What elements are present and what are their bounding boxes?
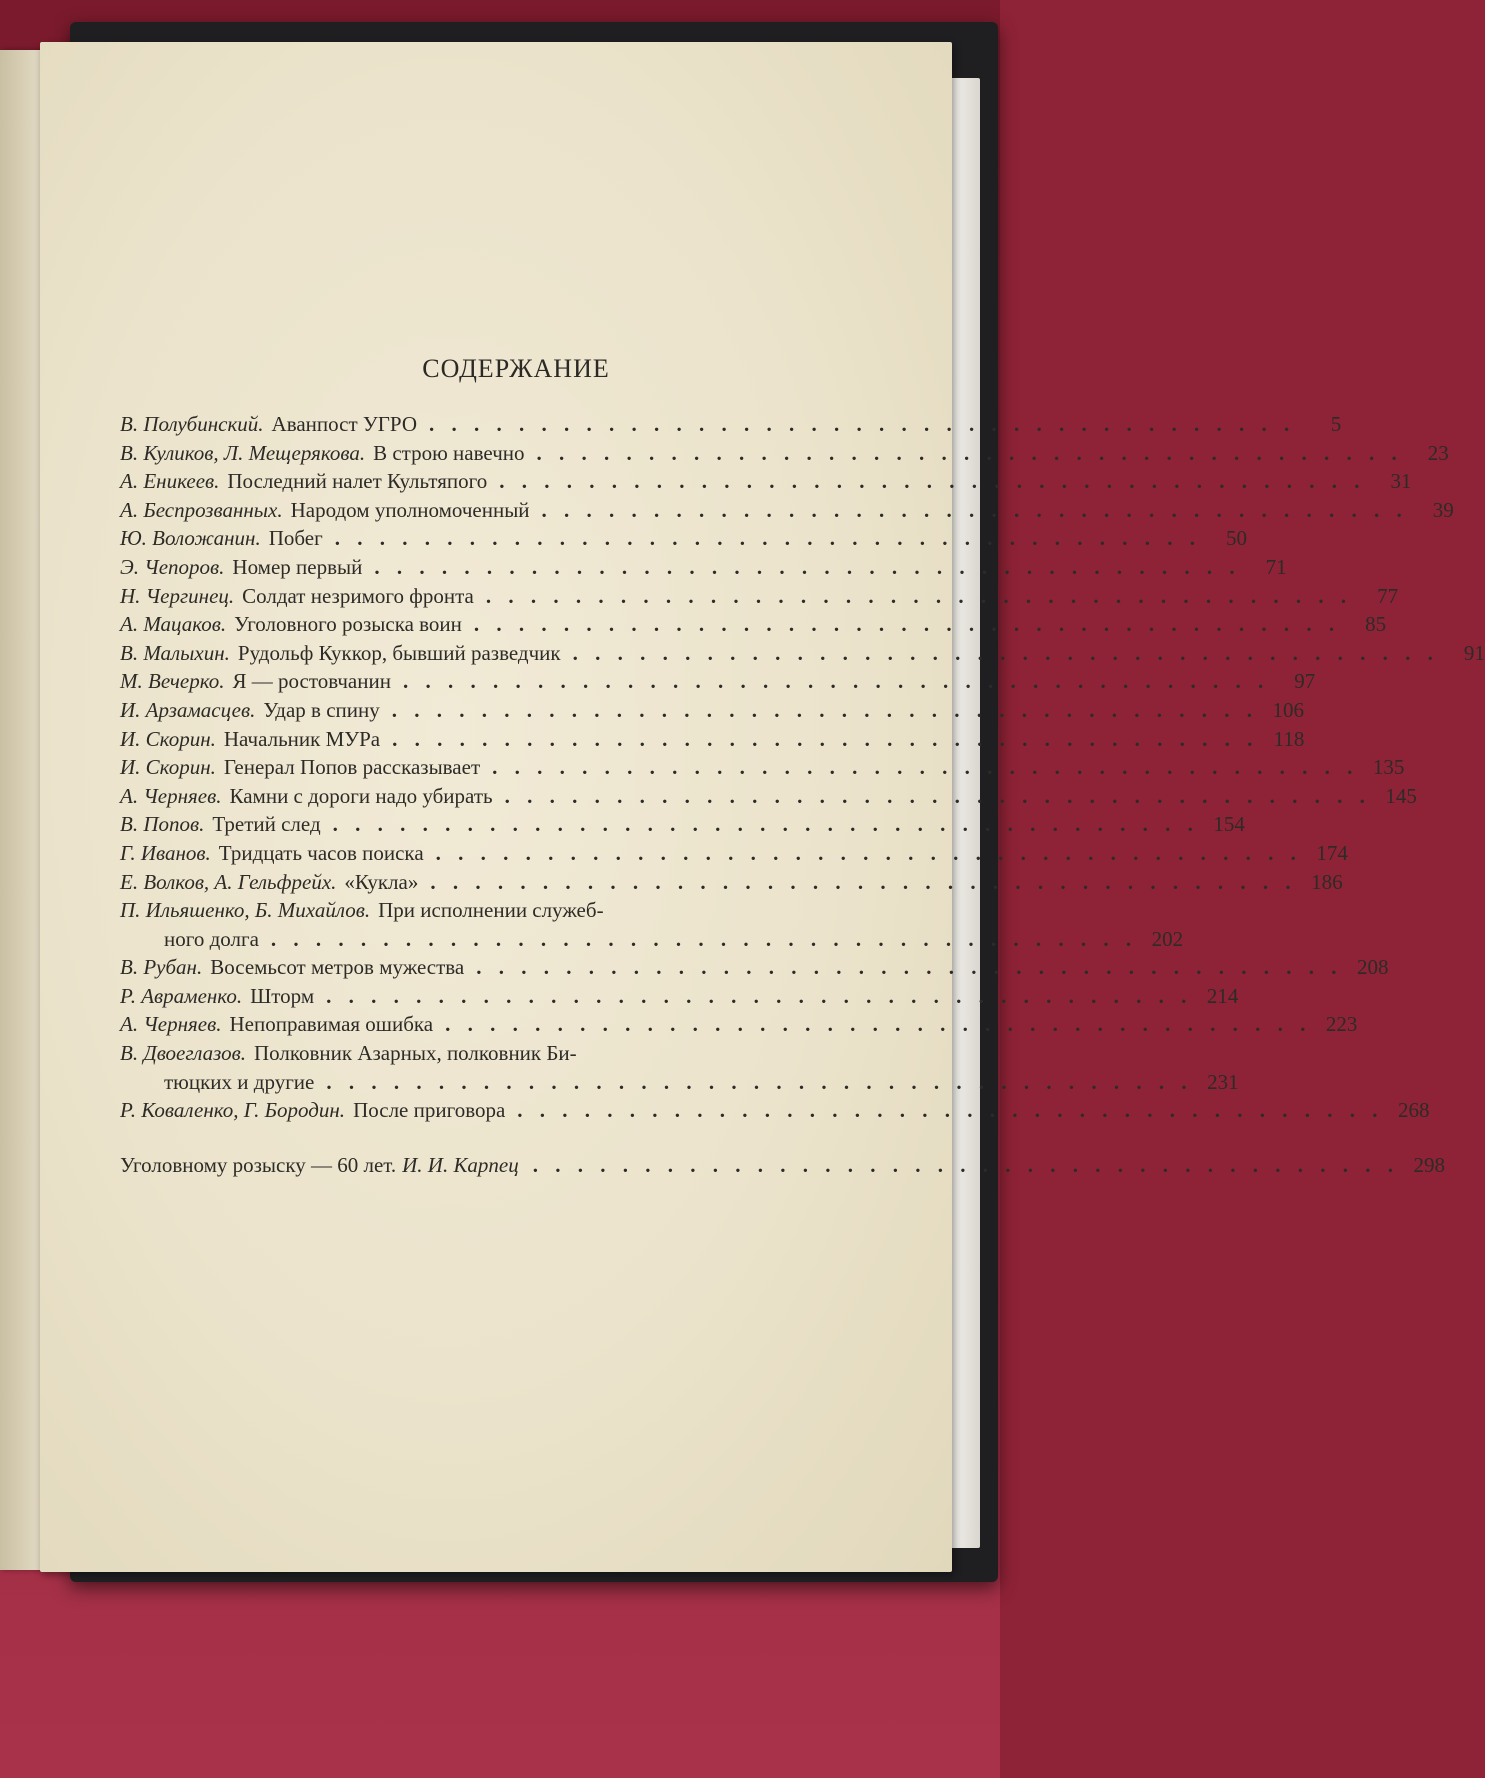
toc-entry	[120, 639, 1485, 668]
leader-dots: . . . . . . . . . . . . . . . . . . . . . . . . . . . . . . . . . . . . . . .	[485, 583, 1353, 608]
toc-entry	[120, 467, 1412, 496]
toc-entry	[120, 1010, 1358, 1039]
toc-entry	[120, 753, 1405, 782]
entry-title: Восемьсот метров мужества	[210, 955, 465, 980]
leader-dots: . . . . . . . . . . . . . . . . . . . . . . . . . . . . . . . . . . . . . . .	[476, 955, 1343, 980]
entry-author: Э. Чепоров.	[120, 554, 225, 579]
entry-page-number: 31	[1390, 469, 1412, 494]
leader-dots: . . . . . . . . . . . . . . . . . . . . . . . . . . . . . . . . . . . . . . .	[334, 526, 1201, 551]
entry-page-number: 154	[1213, 812, 1245, 837]
entry-author: В. Попов.	[120, 812, 205, 837]
leader-dots: . . . . . . . . . . . . . . . . . . . . . . . . . . . . . . . . . . . . . . .	[492, 755, 1359, 780]
leader-dots: . . . . . . . . . . . . . . . . . . . . . . . . . . . . . . . . . . . . . . .	[435, 840, 1302, 865]
entry-title: Рудольф Куккор, бывший разведчик	[237, 640, 561, 665]
entry-title: В строю навечно	[373, 440, 525, 465]
entry-author: В. Полубинский.	[120, 412, 264, 436]
toc-entry	[120, 496, 1454, 525]
entry-title: Уголовного розыска воин	[234, 612, 462, 637]
entry-author: А. Беспрозванных.	[120, 497, 283, 522]
entry-author: И. Скорин.	[120, 726, 216, 751]
leader-dots: . . . . . . . . . . . . . . . . . . . . . . . . . . . . . . . . . . . . . . .	[536, 440, 1403, 465]
toc-entry	[120, 553, 1287, 582]
entry-title: Шторм	[250, 983, 315, 1008]
entry-title: «Кукла»	[344, 869, 419, 894]
leader-dots: . . . . . . . . . . . . . . . . . . . . . . . . . . . . . . . . . . . . . . .	[572, 640, 1439, 665]
entry-page-number: 214	[1206, 983, 1239, 1008]
entry-author: В. Малыхин.	[120, 640, 230, 665]
toc-entry	[120, 982, 1239, 1011]
entry-author: А. Еникеев.	[120, 469, 220, 494]
toc-entry	[120, 667, 1316, 696]
entry-title: Непоправимая ошибка	[229, 1012, 434, 1037]
entry-title: Третий след	[212, 812, 321, 837]
entry-title: Солдат незримого фронта	[242, 583, 474, 608]
toc-entry	[120, 610, 1387, 639]
toc-entry	[120, 782, 1417, 811]
entry-page-number: 39	[1432, 497, 1454, 522]
entry-author: Р. Авраменко.	[120, 983, 243, 1008]
leader-dots: . . . . . . . . . . . . . . . . . . . . . . . . . . . . . . . . . . . . . . .	[532, 1152, 1399, 1177]
entry-author: Е. Волков, А. Гельфрейх.	[120, 869, 337, 894]
toc-entry	[120, 725, 1305, 754]
entry-page-number: 231	[1207, 1069, 1239, 1094]
leader-dots: . . . . . . . . . . . . . . . . . . . . . . . . . . . . . . . . . . . . . . .	[499, 469, 1366, 494]
toc-entry-continuation	[120, 1068, 1239, 1097]
section-spacer	[120, 1125, 840, 1151]
entry-title: Начальник МУРа	[223, 726, 381, 751]
toc-afterword	[120, 1151, 1445, 1180]
entry-author: И. Арзамасцев.	[120, 697, 256, 722]
entry-title: Тридцать часов поиска	[218, 840, 424, 865]
toc-entries-group-b	[120, 953, 1389, 1039]
entry-page-number: 145	[1385, 783, 1417, 808]
entry-title: Последний налет Культяпого	[227, 469, 488, 494]
entry-page-number: 118	[1273, 726, 1305, 751]
leader-dots: . . . . . . . . . . . . . . . . . . . . . . . . . . . . . . . . . . . . . . .	[445, 1012, 1312, 1037]
entry-author: А. Черняев.	[120, 1012, 222, 1037]
toc-entry	[120, 410, 1342, 439]
afterword-author: И. И. Карпец	[402, 1152, 519, 1177]
entry-author: М. Вечерко.	[120, 669, 225, 694]
entry-page-number: 85	[1365, 612, 1387, 637]
afterword-title: Уголовному розыску — 60 лет.	[120, 1152, 397, 1177]
toc-entry	[120, 696, 1304, 725]
entry-author: И. Скорин.	[120, 755, 216, 780]
entry-author: В. Рубан.	[120, 955, 203, 980]
entry-title: Я — ростовчанин	[232, 669, 391, 694]
toc-entries-group-a	[120, 410, 1485, 896]
toc-entry	[120, 953, 1389, 982]
entry-page-number: 71	[1265, 554, 1287, 579]
leader-dots: . . . . . . . . . . . . . . . . . . . . . . . . . . . . . . . . . . . . . . .	[541, 497, 1408, 522]
entry-author: В. Двоеглазов.	[120, 1041, 246, 1066]
leader-dots: . . . . . . . . . . . . . . . . . . . . . . . . . . . . . . . . . . . . . . .	[402, 669, 1270, 694]
leader-dots: . . . . . . . . . . . . . . . . . . . . . . . . . . . . . . . . . . . . . . .	[374, 554, 1241, 579]
entry-page-number: 268	[1398, 1098, 1430, 1123]
entry-page-number: 106	[1272, 697, 1304, 722]
entry-author: Р. Коваленко, Г. Бородин.	[120, 1098, 346, 1123]
afterword-page-number: 298	[1413, 1152, 1445, 1177]
entry-title: Побег	[268, 526, 323, 551]
page-title: СОДЕРЖАНИЕ	[422, 354, 610, 383]
leader-dots: . . . . . . . . . . . . . . . . . . . . . . . . . . . . . . . . . . . . . . .	[326, 983, 1193, 1008]
toc-entry	[120, 439, 1449, 468]
toc-entry	[120, 839, 1348, 868]
leader-dots: . . . . . . . . . . . . . . . . . . . . . . . . . . . . . . . . . . . . . . .	[517, 1098, 1384, 1123]
entry-page-number: 223	[1325, 1012, 1358, 1037]
leader-dots: . . . . . . . . . . . . . . . . . . . . . . . . . . . . . . . . . . . . . . .	[504, 783, 1371, 808]
contents-page	[40, 42, 1485, 1572]
entry-title-line1: Полковник Азарных, полковник Би-	[253, 1041, 577, 1066]
entry-page-number: 202	[1151, 926, 1184, 951]
entry-title: Народом уполномоченный	[290, 497, 530, 522]
leader-dots: . . . . . . . . . . . . . . . . . . . . . . . . . . . . . . . . . . . . . . .	[429, 412, 1296, 436]
entry-title: Удар в спину	[263, 697, 380, 722]
entry-author: А. Черняев.	[120, 783, 222, 808]
leader-dots: . . . . . . . . . . . . . . . . . . . . . . . . . . . . . . . . . . . . . . .	[270, 926, 1138, 951]
entry-title: Генерал Попов рассказывает	[223, 755, 481, 780]
table-of-contents	[120, 410, 1485, 1179]
entry-author: Н. Чергинец.	[120, 583, 235, 608]
entry-author: П. Ильяшенко, Б. Михайлов.	[120, 898, 371, 923]
entry-page-number: 208	[1357, 955, 1389, 980]
entry-page-number: 50	[1225, 526, 1247, 551]
leader-dots: . . . . . . . . . . . . . . . . . . . . . . . . . . . . . . . . . . . . . . .	[332, 812, 1199, 837]
toc-entry	[120, 868, 1343, 897]
toc-entry	[120, 896, 840, 925]
entry-title: После приговора	[353, 1098, 506, 1123]
entry-page-number: 91	[1463, 640, 1485, 665]
entry-page-number: 5	[1330, 412, 1342, 436]
leader-dots: . . . . . . . . . . . . . . . . . . . . . . . . . . . . . . . . . . . . . . .	[392, 726, 1259, 751]
leader-dots: . . . . . . . . . . . . . . . . . . . . . . . . . . . . . . . . . . . . . . .	[326, 1069, 1193, 1094]
entry-page-number: 97	[1294, 669, 1316, 694]
entry-page-number: 186	[1311, 869, 1343, 894]
toc-entry	[120, 524, 1247, 553]
entry-title: Камни с дороги надо убирать	[229, 783, 493, 808]
toc-entry	[120, 1096, 1430, 1125]
toc-entry	[120, 582, 1399, 611]
leader-dots: . . . . . . . . . . . . . . . . . . . . . . . . . . . . . . . . . . . . . . .	[430, 869, 1297, 894]
toc-entry-continuation	[120, 925, 1184, 954]
entry-title: Номер первый	[232, 554, 363, 579]
entry-title-line2: ного долга	[164, 926, 259, 951]
entry-author: Ю. Воложанин.	[120, 526, 261, 551]
entry-title: Аванпост УГРО	[271, 412, 418, 436]
leader-dots: . . . . . . . . . . . . . . . . . . . . . . . . . . . . . . . . . . . . . . .	[473, 612, 1341, 637]
entry-title-line1: При исполнении служеб-	[378, 898, 604, 923]
entry-page-number: 77	[1377, 583, 1399, 608]
leader-dots: . . . . . . . . . . . . . . . . . . . . . . . . . . . . . . . . . . . . . . .	[391, 697, 1258, 722]
entry-page-number: 135	[1372, 755, 1405, 780]
entry-author: А. Мацаков.	[120, 612, 227, 637]
entry-title-line2: тюцких и другие	[164, 1069, 315, 1094]
entry-page-number: 23	[1427, 440, 1449, 465]
entry-page-number: 174	[1316, 840, 1348, 865]
toc-entry	[120, 1039, 840, 1068]
toc-entry	[120, 810, 1245, 839]
entry-author: В. Куликов, Л. Мещерякова.	[120, 440, 366, 465]
entry-author: Г. Иванов.	[120, 840, 211, 865]
